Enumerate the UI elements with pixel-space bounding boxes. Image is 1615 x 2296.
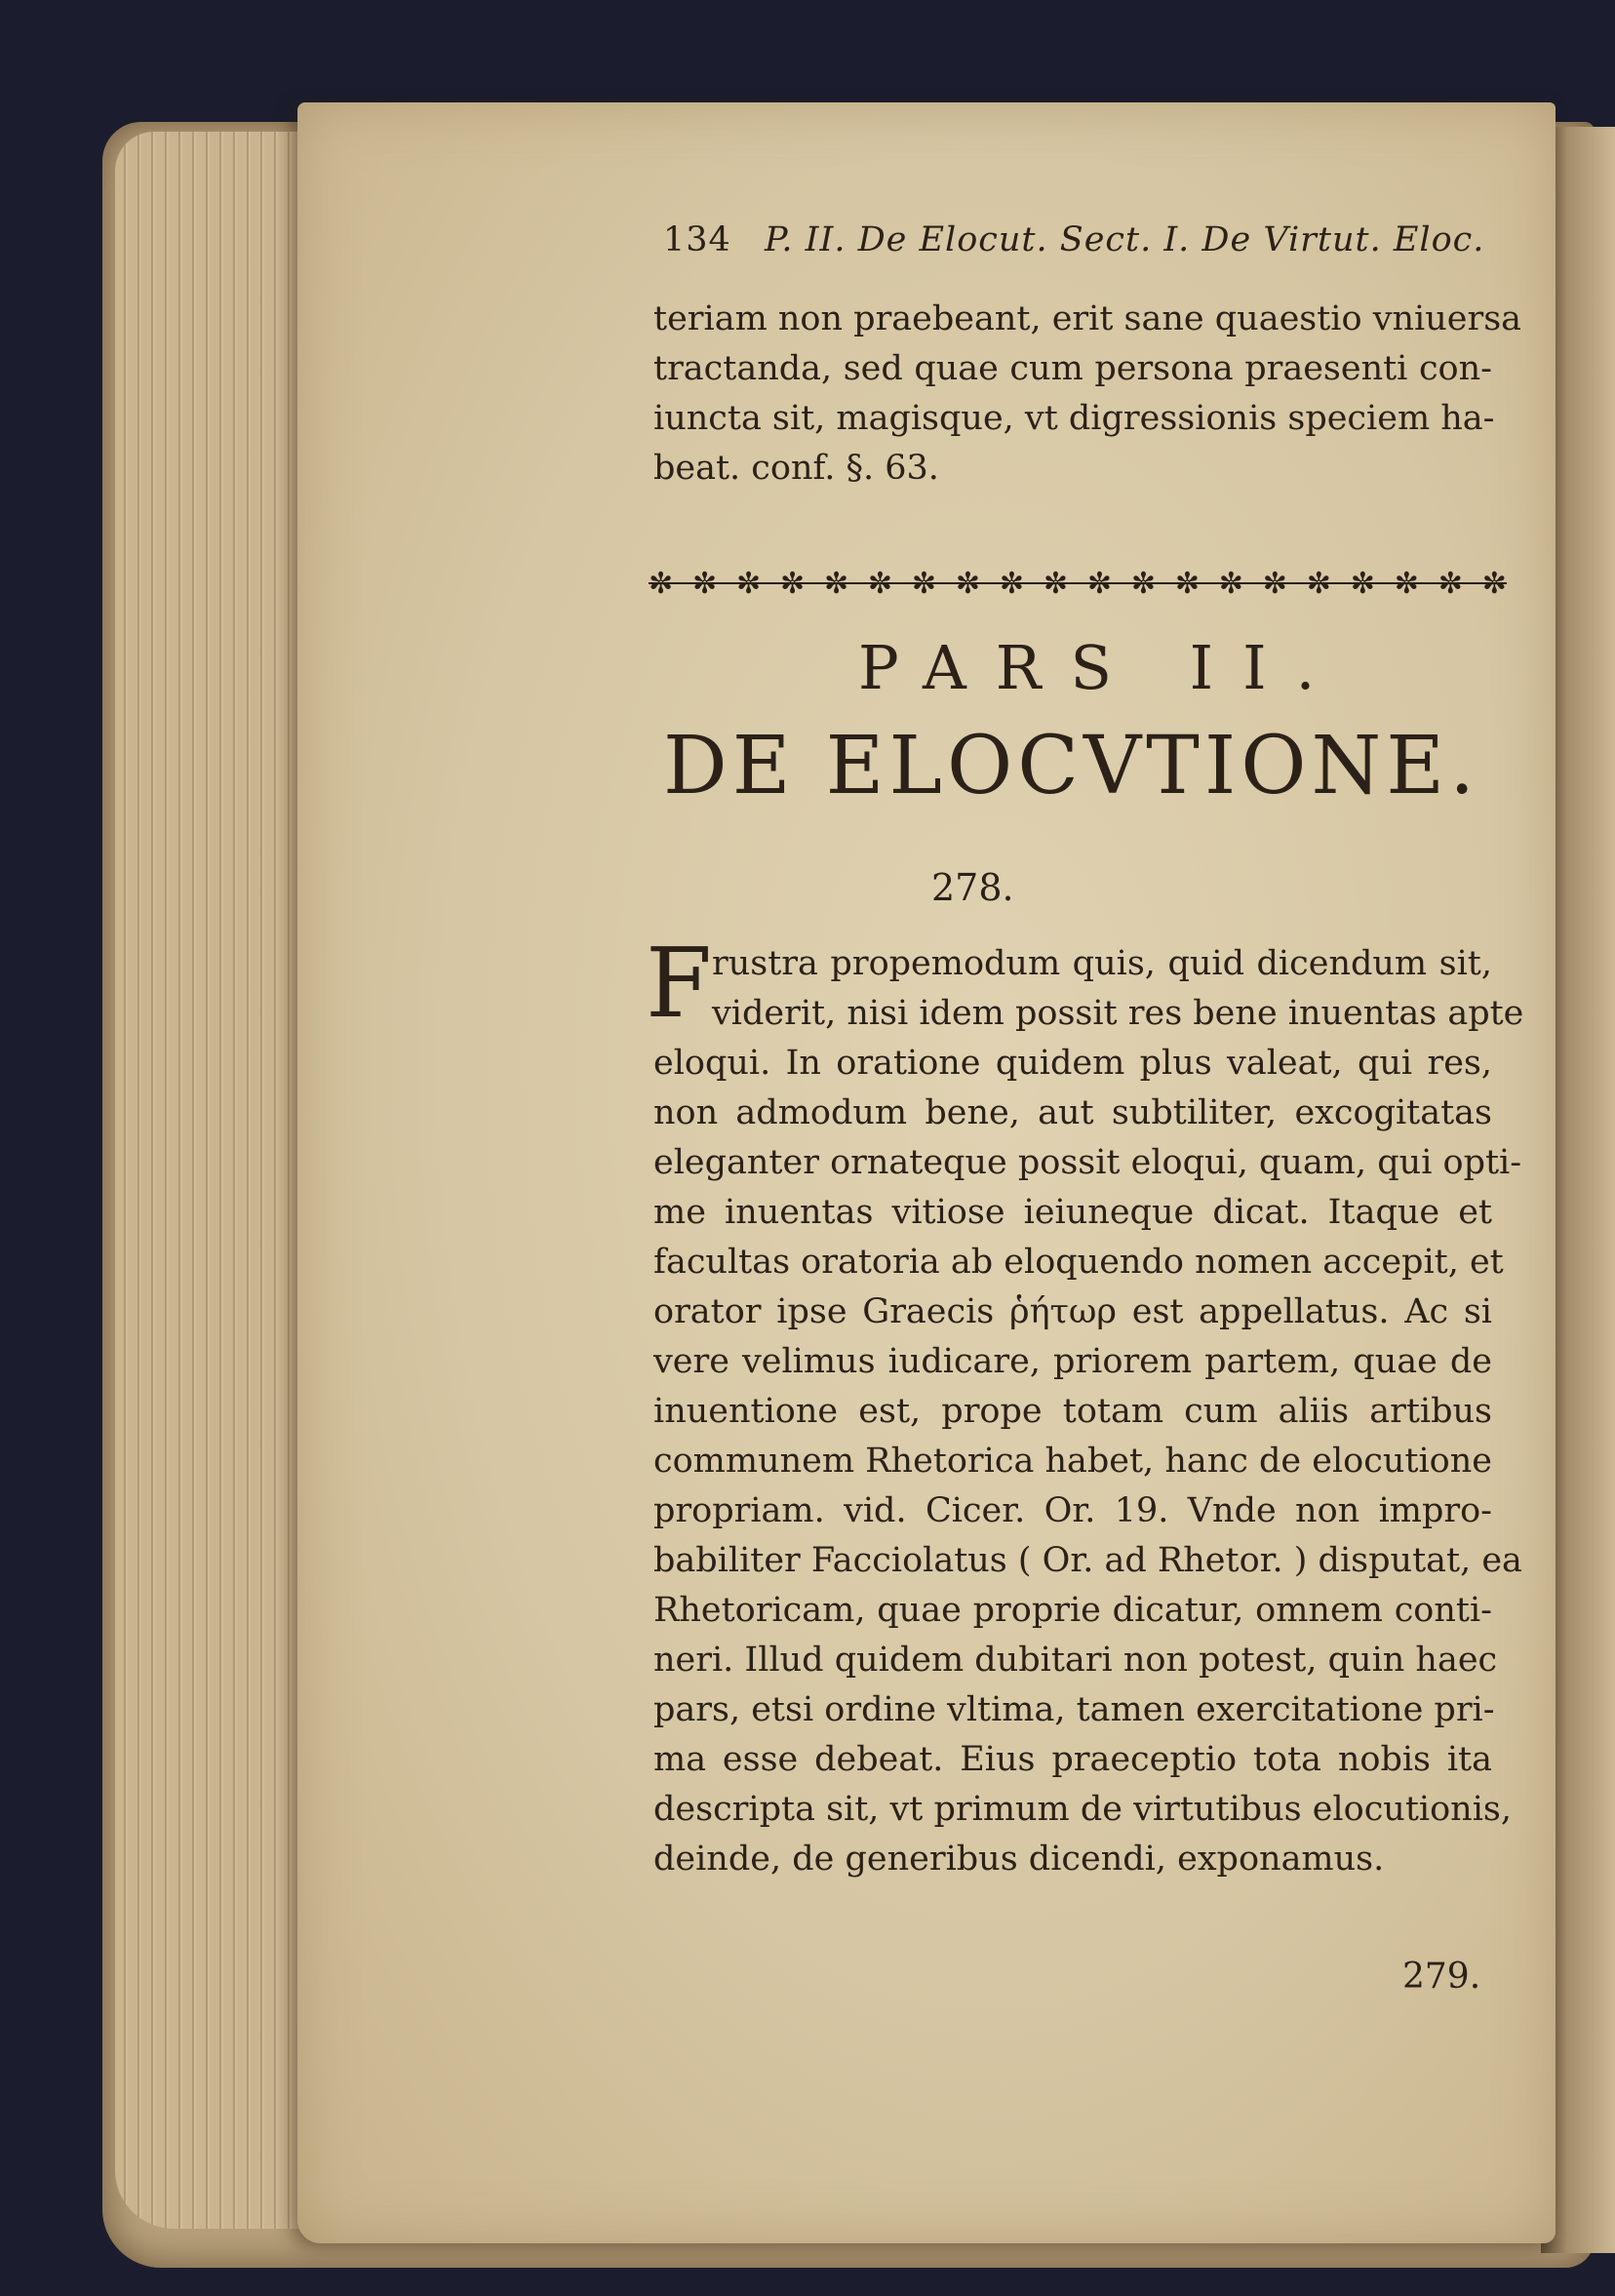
ornament-icon: ✼ (1218, 566, 1243, 601)
text-line: orator ipse Graecis ῥήτωρ est appellatus. Ac si (653, 1292, 1492, 1331)
ornament-icon: ✼ (823, 566, 849, 601)
text-line: teriam non praebeant, erit sane quaestio vniuersa (653, 299, 1522, 338)
text-line: deinde, de generibus dicendi, exponamus. (653, 1840, 1385, 1879)
text-line: pars, etsi ordine vltima, tamen exercitatione pri- (653, 1690, 1495, 1729)
running-head (663, 220, 1502, 259)
text-line: communem Rhetorica habet, hanc de elocutione (653, 1442, 1492, 1481)
ornament-icon: ✼ (1481, 566, 1507, 601)
text-line: beat. conf. §. 63. (653, 449, 939, 488)
text-line: eloqui. In oratione quidem plus valeat, qui res, (653, 1044, 1492, 1083)
body-paragraph (653, 939, 1524, 1884)
text-line: eleganter ornateque possit eloqui, quam, qui opti- (653, 1143, 1522, 1182)
running-title: P. II. De Elocut. Sect. I. De Virtut. Eloc. (764, 220, 1485, 259)
text-line: babiliter Facciolatus ( Or. ad Rhetor. ) disputat, ea (653, 1541, 1522, 1580)
text-line: iuncta sit, magisque, vt digressionis speciem ha- (653, 399, 1495, 438)
part-heading: PARS II. (858, 632, 1345, 703)
text-line: Rhetoricam, quae proprie dicatur, omnem conti- (653, 1591, 1492, 1630)
text-line: rustra propemodum quis, quid dicendum sit, (712, 944, 1492, 983)
ornament-rule (649, 566, 1507, 601)
page-number: 134 (663, 220, 731, 259)
ornament-icon: ✼ (779, 566, 806, 601)
ornament-icon: ✼ (1174, 566, 1200, 601)
ornament-icon: ✼ (1306, 566, 1331, 601)
ornament-icon: ✼ (691, 566, 718, 601)
text-line: inuentione est, prope totam cum aliis artibus (653, 1392, 1492, 1431)
text-line: ma esse debeat. Eius praeceptio tota nobis ita (653, 1740, 1492, 1779)
drop-cap: F (646, 929, 712, 1040)
ornament-icon: ✼ (649, 566, 674, 601)
ornament-icon: ✼ (867, 566, 893, 601)
text-line: facultas oratoria ab eloquendo nomen accepit, et (653, 1243, 1504, 1282)
text-line: descripta sit, vt primum de virtutibus elocutionis, (653, 1790, 1512, 1829)
page-edges (115, 132, 310, 2229)
text-line: non admodum bene, aut subtiliter, excogitatas (653, 1093, 1492, 1132)
ornament-icon: ✼ (999, 566, 1025, 601)
continuation-paragraph (653, 295, 1522, 494)
ornament-icon: ✼ (735, 566, 762, 601)
text-line: neri. Illud quidem dubitari non potest, quin haec (653, 1641, 1498, 1680)
ornament-icon: ✼ (955, 566, 981, 601)
ornament-icon: ✼ (1350, 566, 1375, 601)
section-number: 278. (931, 866, 1014, 909)
text-line: tractanda, sed quae cum persona praesenti con- (653, 349, 1492, 388)
text-line: propriam. vid. Cicer. Or. 19. Vnde non impro- (653, 1491, 1492, 1530)
ornament-icon: ✼ (1043, 566, 1068, 601)
text-line: viderit, nisi idem possit res bene inuentas apte (712, 994, 1524, 1033)
ornament-icon: ✼ (1438, 566, 1463, 601)
part-title: DE ELOCVTIONE. (663, 720, 1480, 812)
ornament-icon: ✼ (1394, 566, 1419, 601)
catchword: 279. (1402, 1957, 1481, 1997)
ornament-icon: ✼ (911, 566, 937, 601)
ornament-icon: ✼ (1130, 566, 1156, 601)
text-line: me inuentas vitiose ieiuneque dicat. Itaque et (653, 1193, 1492, 1232)
ornament-icon: ✼ (1086, 566, 1112, 601)
text-line: vere velimus iudicare, priorem partem, quae de (653, 1342, 1492, 1381)
ornament-icon: ✼ (1262, 566, 1287, 601)
